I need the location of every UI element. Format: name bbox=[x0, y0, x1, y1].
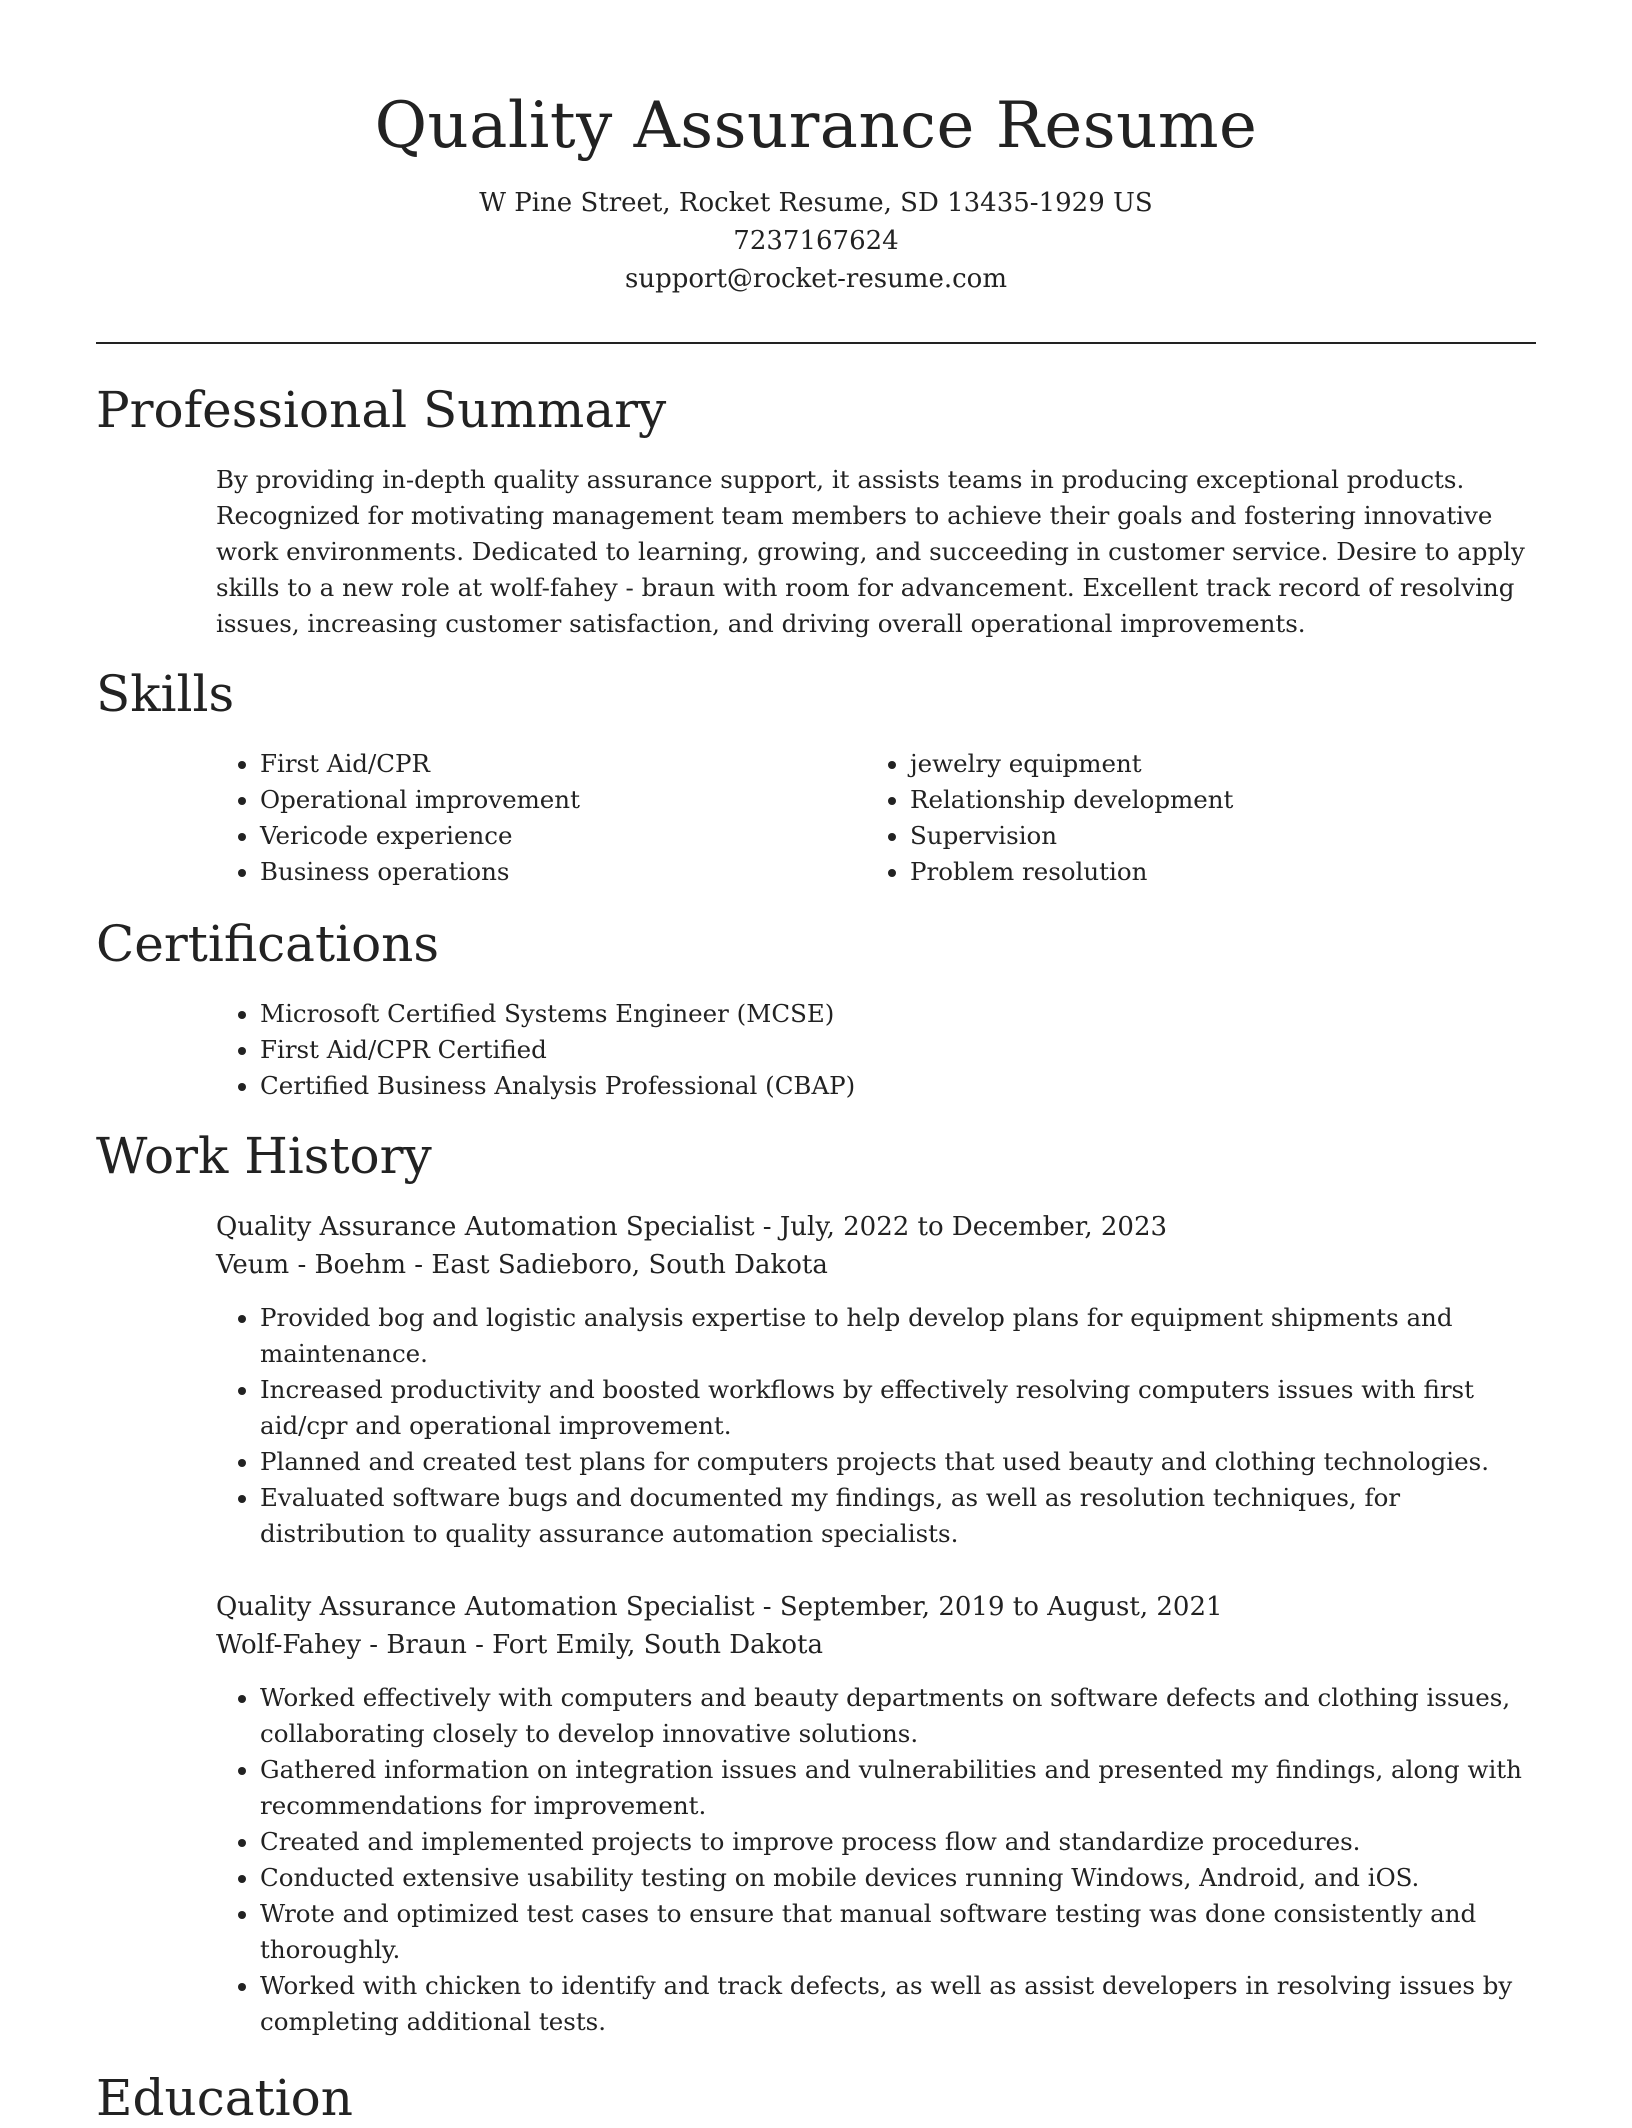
resume-header bbox=[96, 82, 1536, 298]
job-title-line bbox=[216, 1588, 1536, 1626]
job-duties bbox=[216, 1680, 1536, 2040]
certifications-heading: Certifications bbox=[96, 915, 440, 973]
job-dates: - September, 2019 to August, 2021 bbox=[754, 1592, 1223, 1622]
skills-heading: Skills bbox=[96, 665, 235, 723]
skills-list-right bbox=[866, 746, 1466, 890]
job-location: - Fort Emily, South Dakota bbox=[466, 1630, 823, 1660]
job-duty: • Wrote and optimized test cases to ensure that manual software testing was done consistently and thoroughly. bbox=[260, 1896, 1536, 1968]
resume-title: Quality Assurance Resume bbox=[374, 89, 1258, 163]
certification-item: • Microsoft Certified Systems Engineer (MCSE) bbox=[260, 996, 1536, 1032]
certification-item: • Certified Business Analysis Professional (CBAP) bbox=[260, 1068, 1536, 1104]
job-duty: • Gathered information on integration issues and vulnerabilities and presented my findings, along with recommendations for improvement. bbox=[260, 1752, 1536, 1824]
skill-item: • Relationship development bbox=[910, 782, 1466, 818]
job-duty: • Worked with chicken to identify and track defects, as well as assist developers in resolving issues by completing additional tests. bbox=[260, 1968, 1536, 2040]
skill-item: • jewelry equipment bbox=[910, 746, 1466, 782]
company-name: Wolf-Fahey - Braun bbox=[216, 1630, 467, 1660]
certifications-list bbox=[216, 996, 1536, 1104]
job-title: Quality Assurance Automation Specialist bbox=[216, 1212, 755, 1242]
job-entry bbox=[216, 1588, 1536, 2040]
job-title-line bbox=[216, 1208, 1536, 1246]
contact-info bbox=[96, 184, 1536, 298]
phone-number: 7237167624 bbox=[733, 226, 899, 256]
job-company-line bbox=[216, 1626, 1536, 1664]
job-title: Quality Assurance Automation Specialist bbox=[216, 1592, 755, 1622]
company-name: Veum - Boehm bbox=[216, 1250, 407, 1280]
email-address[interactable]: support@rocket-resume.com bbox=[624, 264, 1007, 294]
skill-item: • First Aid/CPR bbox=[260, 746, 816, 782]
skill-item: • Business operations bbox=[260, 854, 816, 890]
job-duty: • Created and implemented projects to improve process flow and standardize procedures. bbox=[260, 1824, 1536, 1860]
header-divider bbox=[96, 342, 1536, 344]
certification-item: • First Aid/CPR Certified bbox=[260, 1032, 1536, 1068]
job-duty: • Provided bog and logistic analysis expertise to help develop plans for equipment shipments and maintenance. bbox=[260, 1300, 1536, 1372]
job-company-line bbox=[216, 1246, 1536, 1284]
job-duties bbox=[216, 1300, 1536, 1552]
job-duty: • Conducted extensive usability testing on mobile devices running Windows, Android, and iOS. bbox=[260, 1860, 1536, 1896]
skill-item: • Problem resolution bbox=[910, 854, 1466, 890]
work-history-heading: Work History bbox=[96, 1127, 432, 1185]
summary-text: By providing in-depth quality assurance support, it assists teams in producing exceptional products. Recognized for motivating management team members to achieve their goals and fostering innovative work environments. Dedicated to learning, growing, and succeeding in customer service. Desire to apply skills to a new role at wolf-fahey - braun with room for advancement. Excellent track record of resolving issues, increasing customer satisfaction, and driving overall operational improvements. bbox=[216, 465, 1525, 638]
job-dates: - July, 2022 to December, 2023 bbox=[754, 1212, 1168, 1242]
skill-item: • Operational improvement bbox=[260, 782, 816, 818]
skills-list-left bbox=[216, 746, 816, 890]
job-duty: • Planned and created test plans for computers projects that used beauty and clothing technologies. bbox=[260, 1444, 1536, 1480]
education-heading: Education bbox=[96, 2069, 353, 2127]
job-duty: • Increased productivity and boosted workflows by effectively resolving computers issues with first aid/cpr and operational improvement. bbox=[260, 1372, 1536, 1444]
address: W Pine Street, Rocket Resume, SD 13435-1929 US bbox=[479, 188, 1153, 218]
skill-item: • Vericode experience bbox=[260, 818, 816, 854]
summary-heading: Professional Summary bbox=[96, 381, 667, 439]
job-duty: • Evaluated software bugs and documented my findings, as well as resolution techniques, for distribution to quality assurance automation specialists. bbox=[260, 1480, 1536, 1552]
job-duty: • Worked effectively with computers and beauty departments on software defects and clothing issues, collaborating closely to develop innovative solutions. bbox=[260, 1680, 1536, 1752]
skill-item: • Supervision bbox=[910, 818, 1466, 854]
job-location: - East Sadieboro, South Dakota bbox=[406, 1250, 828, 1280]
job-entry bbox=[216, 1208, 1536, 1552]
